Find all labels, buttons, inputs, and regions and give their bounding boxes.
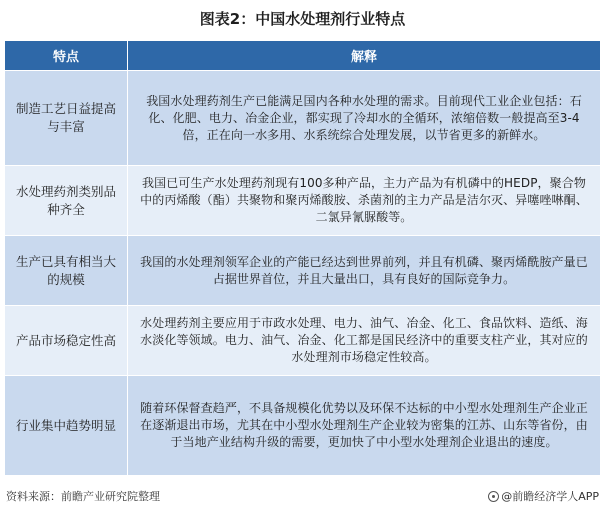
row-feature: 制造工艺日益提高与丰富	[5, 71, 128, 166]
table-row	[5, 236, 601, 306]
brand-credit	[488, 488, 599, 506]
header-explanation: 解释	[128, 41, 601, 71]
row-feature: 行业集中趋势明显	[5, 376, 128, 476]
page-title: 图表2：中国水处理剂行业特点	[199, 10, 406, 28]
row-explanation: 我国的水处理剂领军企业的产能已经达到世界前列，并且有机磷、聚丙烯酰胺产量已占据世界首位，并且大量出口，具有良好的国际竞争力。	[128, 236, 601, 306]
row-explanation: 我国已可生产水处理药剂现有100多种产品，主力产品为有机磷中的HEDP，聚合物中的丙烯酸（酯）共聚物和聚丙烯酸胺、杀菌剂的主力产品是洁尔灭、异噻唑啉酮、二氯异氰脲酸等。	[128, 166, 601, 236]
source-note: 资料来源：前瞻产业研究院整理	[6, 490, 160, 503]
row-feature: 产品市场稳定性高	[5, 306, 128, 376]
header-feature: 特点	[5, 41, 128, 71]
table-header-row	[5, 41, 601, 71]
row-feature: 生产已具有相当大的规模	[5, 236, 128, 306]
row-explanation: 我国水处理药剂生产已能满足国内各种水处理的需求。目前现代工业企业包括：石化、化肥、电力、冶金企业，都实现了冷却水的全循环，浓缩倍数一般提高至3-4倍，正在向一水多用、水系统综合处理发展，以节省更多的新鲜水。	[128, 71, 601, 166]
row-explanation: 随着环保督查趋严，不具备规模化优势以及环保不达标的中小型水处理剂生产企业正在逐渐退出市场，尤其在中小型水处理剂生产企业较为密集的江苏、山东等省份，由于当地产业结构升级的需要，更加快了中小型水处理剂企业退出的速度。	[128, 376, 601, 476]
table-row	[5, 166, 601, 236]
qianzhan-logo-icon	[488, 491, 499, 502]
row-feature: 水处理药剂类别品种齐全	[5, 166, 128, 236]
table-row	[5, 306, 601, 376]
footer	[4, 488, 601, 506]
brand-text: @前瞻经济学人APP	[501, 490, 599, 503]
table-row	[5, 376, 601, 476]
row-explanation: 水处理药剂主要应用于市政水处理、电力、油气、冶金、化工、食品饮料、造纸、海水淡化等领域。电力、油气、冶金、化工都是国民经济中的重要支柱产业，其对应的水处理剂市场稳定性较高。	[128, 306, 601, 376]
features-table	[4, 40, 601, 476]
table-row	[5, 71, 601, 166]
